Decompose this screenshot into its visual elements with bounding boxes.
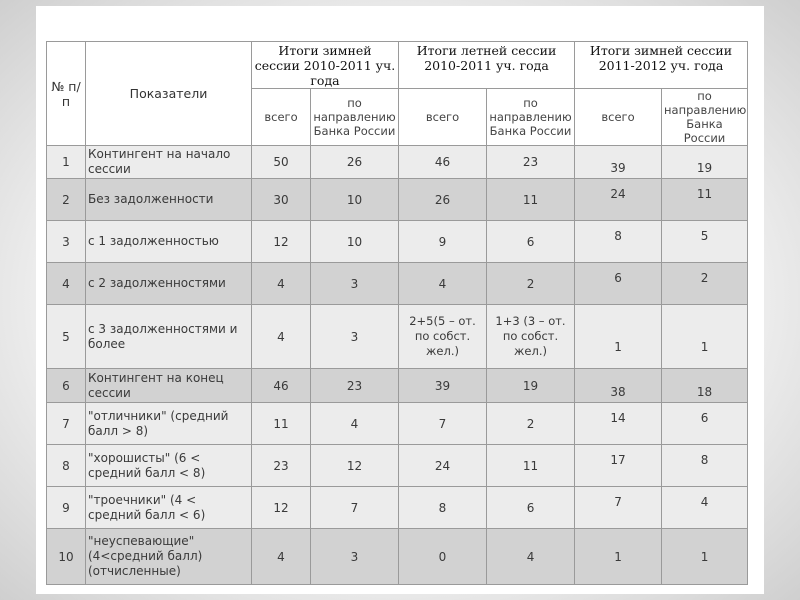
cell-value: 6	[575, 263, 662, 305]
row-label: Без задолженности	[86, 179, 252, 221]
cell-value: 0	[399, 529, 487, 585]
cell-value: 2	[662, 263, 748, 305]
cell-value: 39	[399, 369, 487, 403]
cell-value: 11	[487, 445, 575, 487]
table-row	[47, 179, 748, 221]
cell-value: 46	[252, 369, 311, 403]
cell-value: 1	[575, 529, 662, 585]
subheader-bank: по направлению Банка России	[487, 89, 575, 146]
row-number: 7	[47, 403, 86, 445]
subheader-total: всего	[399, 89, 487, 146]
cell-value: 4	[662, 487, 748, 529]
cell-value: 7	[575, 487, 662, 529]
table-row	[47, 263, 748, 305]
cell-value: 6	[487, 221, 575, 263]
table-row	[47, 445, 748, 487]
cell-value: 1	[662, 305, 748, 369]
cell-value: 10	[311, 221, 399, 263]
cell-value: 2+5(5 – от. по собст. жел.)	[399, 305, 487, 369]
col-header-number: № п/п	[47, 42, 86, 146]
cell-value: 2	[487, 263, 575, 305]
subheader-bank: по направлению Банка России	[662, 89, 748, 146]
row-number: 3	[47, 221, 86, 263]
row-label: "неуспевающие" (4<средний балл) (отчисленные)	[86, 529, 252, 585]
table-row	[47, 487, 748, 529]
cell-value: 12	[252, 221, 311, 263]
row-label: с 2 задолженностями	[86, 263, 252, 305]
cell-value: 1	[662, 529, 748, 585]
table-row	[47, 369, 748, 403]
row-number: 9	[47, 487, 86, 529]
group-header-summer-2010: Итоги летней сессии 2010-2011 уч. года	[399, 42, 575, 89]
cell-value: 8	[662, 445, 748, 487]
row-number: 8	[47, 445, 86, 487]
cell-value: 10	[311, 179, 399, 221]
cell-value: 18	[662, 369, 748, 403]
cell-value: 3	[311, 529, 399, 585]
cell-value: 23	[252, 445, 311, 487]
cell-value: 12	[311, 445, 399, 487]
cell-value: 4	[311, 403, 399, 445]
cell-value: 14	[575, 403, 662, 445]
row-number: 2	[47, 179, 86, 221]
cell-value: 5	[662, 221, 748, 263]
cell-value: 3	[311, 305, 399, 369]
cell-value: 8	[399, 487, 487, 529]
row-label: "хорошисты" (6 < средний балл < 8)	[86, 445, 252, 487]
cell-value: 11	[662, 179, 748, 221]
table-row	[47, 221, 748, 263]
cell-value: 11	[252, 403, 311, 445]
subheader-total: всего	[575, 89, 662, 146]
cell-value: 19	[662, 146, 748, 179]
group-header-winter-2011: Итоги зимней сессии 2011-2012 уч. года	[575, 42, 748, 89]
row-number: 4	[47, 263, 86, 305]
row-label: с 3 задолженностями и более	[86, 305, 252, 369]
cell-value: 12	[252, 487, 311, 529]
cell-value: 9	[399, 221, 487, 263]
row-number: 10	[47, 529, 86, 585]
row-label: Контингент на начало сессии	[86, 146, 252, 179]
cell-value: 1	[575, 305, 662, 369]
table-row	[47, 529, 748, 585]
cell-value: 46	[399, 146, 487, 179]
cell-value: 2	[487, 403, 575, 445]
row-label: "отличники" (средний балл > 8)	[86, 403, 252, 445]
cell-value: 38	[575, 369, 662, 403]
cell-value: 19	[487, 369, 575, 403]
subheader-bank: по направлению Банка России	[311, 89, 399, 146]
group-header-winter-2010: Итоги зимней сессии 2010-2011 уч. года	[252, 42, 399, 89]
cell-value: 4	[252, 529, 311, 585]
row-label: Контингент на конец сессии	[86, 369, 252, 403]
table-row	[47, 305, 748, 369]
cell-value: 26	[311, 146, 399, 179]
cell-value: 23	[311, 369, 399, 403]
cell-value: 26	[399, 179, 487, 221]
cell-value: 11	[487, 179, 575, 221]
subheader-total: всего	[252, 89, 311, 146]
table-row	[47, 403, 748, 445]
cell-value: 17	[575, 445, 662, 487]
cell-value: 30	[252, 179, 311, 221]
cell-value: 7	[399, 403, 487, 445]
col-header-indicator: Показатели	[86, 42, 252, 146]
cell-value: 1+3 (3 – от. по собст. жел.)	[487, 305, 575, 369]
row-number: 6	[47, 369, 86, 403]
row-label: "троечники" (4 < средний балл < 6)	[86, 487, 252, 529]
cell-value: 4	[487, 529, 575, 585]
cell-value: 24	[575, 179, 662, 221]
row-label: с 1 задолженностью	[86, 221, 252, 263]
cell-value: 4	[252, 305, 311, 369]
table-row	[47, 146, 748, 179]
cell-value: 39	[575, 146, 662, 179]
cell-value: 3	[311, 263, 399, 305]
cell-value: 4	[252, 263, 311, 305]
cell-value: 7	[311, 487, 399, 529]
cell-value: 6	[487, 487, 575, 529]
cell-value: 4	[399, 263, 487, 305]
cell-value: 24	[399, 445, 487, 487]
cell-value: 23	[487, 146, 575, 179]
session-results-table	[46, 41, 748, 585]
cell-value: 6	[662, 403, 748, 445]
cell-value: 50	[252, 146, 311, 179]
cell-value: 8	[575, 221, 662, 263]
row-number: 1	[47, 146, 86, 179]
row-number: 5	[47, 305, 86, 369]
